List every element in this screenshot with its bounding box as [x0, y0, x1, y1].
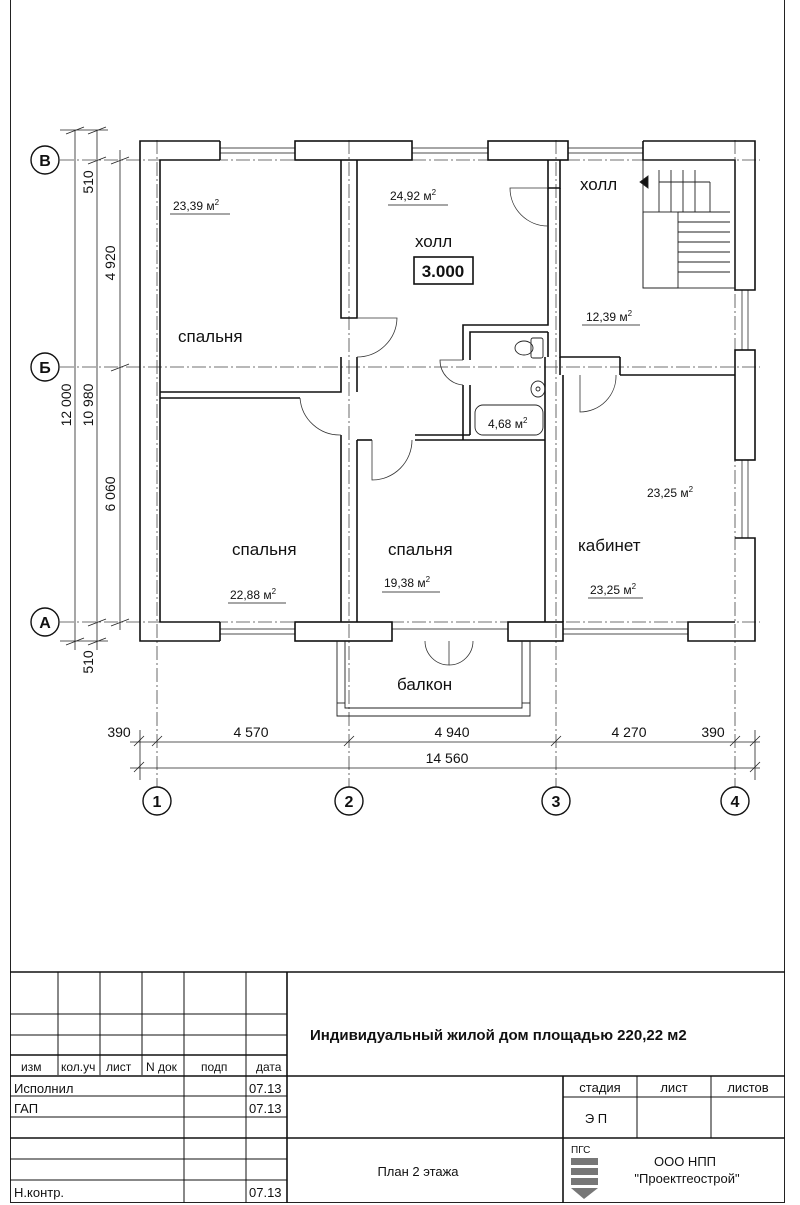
- room-name-hall-center: холл: [415, 232, 453, 251]
- dim-390-right: 390: [701, 724, 725, 740]
- row-role-2: ГАП: [14, 1101, 39, 1116]
- area-office: 23,25 $м^2$: [590, 582, 637, 597]
- project-title: Индивидуальный жилой дом площадью 220,22 м2: [310, 1027, 687, 1044]
- dim-12000: 12 000: [58, 383, 74, 427]
- axis-label-1: 1: [152, 794, 162, 811]
- stage-label: стадия: [579, 1080, 621, 1095]
- hdr-izm: изм: [21, 1060, 42, 1074]
- hdr-ndok: N док: [146, 1060, 177, 1074]
- room-name-bedroom-bc: спальня: [388, 540, 453, 559]
- room-name-balcony: балкон: [397, 675, 453, 694]
- dim-510-bottom: 510: [80, 650, 96, 674]
- drawing-title: План 2 этажа: [377, 1164, 459, 1179]
- area-bath: 4,68 $м^2$: [488, 416, 528, 431]
- row-date-2: 07.13: [249, 1101, 282, 1116]
- row-role-1: Исполнил: [14, 1081, 74, 1096]
- level-mark: 3.000: [421, 262, 465, 281]
- dim-510-top: 510: [80, 170, 96, 194]
- row-date-1: 07.13: [249, 1081, 282, 1096]
- title-block: [0, 965, 800, 1205]
- area-bedroom-tl: 23,39 $м^2$: [173, 198, 220, 213]
- axis-label-3: 3: [551, 794, 561, 811]
- dim-4270: 4 270: [611, 724, 647, 740]
- area-bedroom-bc: 19,38 $м^2$: [384, 575, 431, 590]
- area-bedroom-bl: 22,88 $м^2$: [230, 587, 277, 602]
- area-hall-center: 24,92 $м^2$: [390, 188, 437, 203]
- axis-label-b: Б: [39, 360, 51, 377]
- dim-6060: 6 060: [102, 476, 118, 512]
- room-name-bedroom-tl: спальня: [178, 327, 243, 346]
- row-date-3: 07.13: [249, 1185, 282, 1200]
- axis-label-a: А: [39, 615, 51, 632]
- dim-14560: 14 560: [425, 750, 469, 766]
- dim-4940: 4 940: [434, 724, 470, 740]
- company-line-2: "Проектгеострой": [634, 1171, 740, 1186]
- hdr-kol: кол.уч: [61, 1060, 96, 1074]
- company-line-1: ООО НПП: [653, 1154, 717, 1169]
- company-logo: [571, 1145, 598, 1199]
- hdr-list: лист: [106, 1060, 132, 1074]
- axis-label-4: 4: [730, 794, 740, 811]
- dim-10980: 10 980: [80, 383, 96, 427]
- dim-4920: 4 920: [102, 245, 118, 281]
- area-office-top: 23,25 $м^2$: [647, 485, 694, 500]
- sheets-label: листов: [727, 1080, 769, 1095]
- dim-390-left: 390: [107, 724, 131, 740]
- axis-label-v: В: [39, 153, 51, 170]
- hdr-podp: подп: [201, 1060, 228, 1074]
- stage-value: Э П: [584, 1111, 608, 1126]
- staircase: [640, 160, 735, 288]
- hdr-data: дата: [256, 1060, 282, 1074]
- sheet-label: лист: [660, 1080, 688, 1095]
- room-name-office: кабинет: [578, 536, 641, 555]
- svg-text:ПГС: ПГС: [571, 1145, 591, 1156]
- area-hall-right: 12,39 $м^2$: [586, 309, 633, 324]
- walls: [140, 141, 755, 641]
- room-name-hall-right: холл: [580, 175, 618, 194]
- dim-4570: 4 570: [233, 724, 269, 740]
- room-name-bedroom-bl: спальня: [232, 540, 297, 559]
- axis-label-2: 2: [344, 794, 354, 811]
- row-role-3: Н.контр.: [14, 1185, 65, 1200]
